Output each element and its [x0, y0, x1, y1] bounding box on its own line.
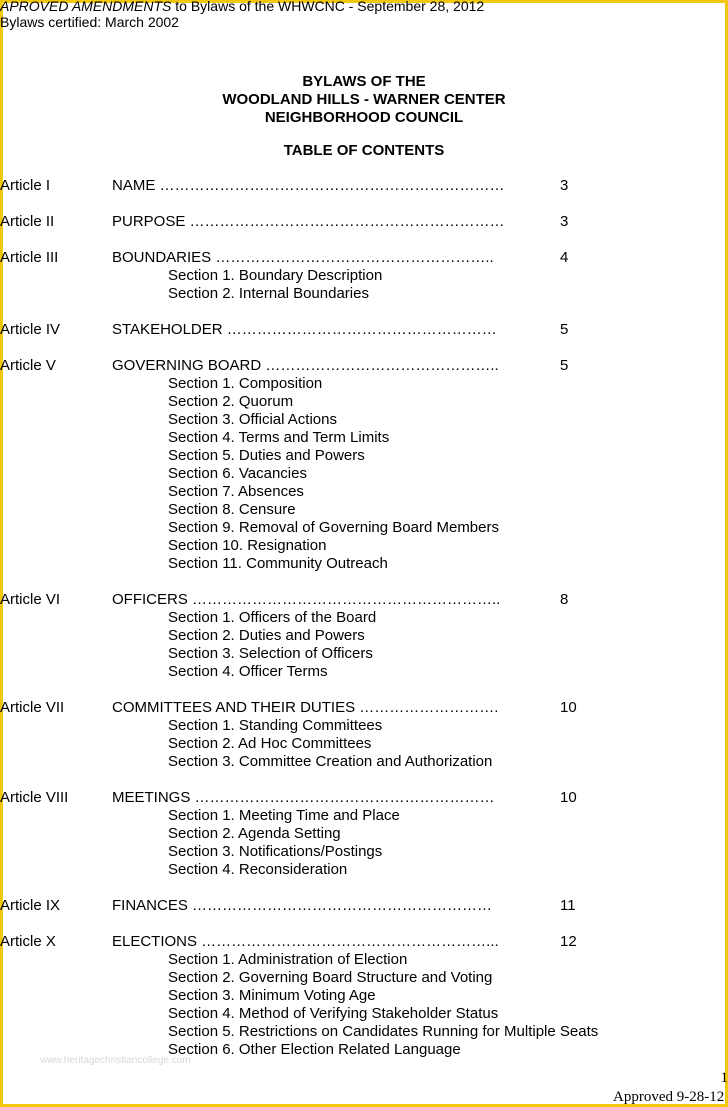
- toc-heading: TABLE OF CONTENTS: [283, 142, 445, 159]
- toc-article: [0, 699, 728, 771]
- article-page-number: 5: [560, 357, 569, 374]
- toc-section: Section 1. Officers of the Board: [168, 609, 377, 626]
- article-number: Article V: [0, 357, 56, 374]
- article-number: Article III: [0, 249, 59, 266]
- toc-section: Section 10. Resignation: [168, 537, 327, 554]
- page-number: 1: [720, 1070, 728, 1086]
- toc-article: [0, 897, 728, 915]
- article-page-number: 11: [560, 897, 576, 914]
- article-title: ELECTIONS …………………………………………………...: [112, 933, 499, 950]
- toc-section: Section 4. Reconsideration: [168, 861, 348, 878]
- article-number: Article II: [0, 213, 55, 230]
- toc-article: [0, 933, 728, 1059]
- toc-section: Section 4. Terms and Term Limits: [168, 429, 390, 446]
- article-page-number: 5: [560, 321, 569, 338]
- toc-article-row: [0, 321, 728, 339]
- article-number: Article VIII: [0, 789, 69, 806]
- toc-section: Section 3. Committee Creation and Authorization: [168, 753, 493, 770]
- article-number: Article VI: [0, 591, 61, 608]
- article-title: MEETINGS ……………………………………………………: [112, 789, 495, 806]
- article-number: Article X: [0, 933, 56, 950]
- toc-article: [0, 177, 728, 195]
- toc-article-row: [0, 357, 728, 375]
- toc-section: Section 11. Community Outreach: [168, 555, 388, 572]
- toc-article-row: [0, 789, 728, 807]
- amendments-detail: to Bylaws of the WHWCNC - September 28, 2012: [171, 0, 485, 14]
- article-page-number: 4: [560, 249, 569, 266]
- toc-section: Section 3. Minimum Voting Age: [168, 987, 376, 1004]
- toc-article: [0, 213, 728, 231]
- toc-section: Section 1. Boundary Description: [168, 267, 383, 284]
- toc-section: Section 2. Quorum: [168, 393, 294, 410]
- title-line-3: NEIGHBORHOOD COUNCIL: [264, 109, 464, 126]
- toc-article-row: [0, 933, 728, 951]
- toc-section: Section 3. Official Actions: [168, 411, 337, 428]
- toc-article: [0, 591, 728, 681]
- article-number: Article IV: [0, 321, 61, 338]
- toc-section: Section 2. Ad Hoc Committees: [168, 735, 372, 752]
- toc-section: Section 1. Composition: [168, 375, 323, 392]
- toc-article-row: [0, 591, 728, 609]
- toc-section: Section 3. Notifications/Postings: [168, 843, 383, 860]
- title-line-2: WOODLAND HILLS - WARNER CENTER: [222, 91, 506, 108]
- toc-article-row: [0, 213, 728, 231]
- toc-section: Section 6. Other Election Related Language: [168, 1041, 461, 1058]
- table-of-contents: [0, 177, 728, 1077]
- toc-section: Section 4. Officer Terms: [168, 663, 328, 680]
- article-page-number: 3: [560, 177, 569, 194]
- article-page-number: 3: [560, 213, 569, 230]
- article-page-number: 12: [560, 933, 577, 950]
- toc-section: Section 1. Standing Committees: [168, 717, 383, 734]
- document-title: [0, 73, 728, 127]
- toc-section: Section 8. Censure: [168, 501, 296, 518]
- article-title: GOVERNING BOARD ………………………………………..: [112, 357, 499, 374]
- article-title: COMMITTEES AND THEIR DUTIES ……………………….: [112, 699, 499, 716]
- toc-article-row: [0, 897, 728, 915]
- toc-article-row: [0, 699, 728, 717]
- toc-section: Section 1. Administration of Election: [168, 951, 408, 968]
- toc-section: Section 2. Governing Board Structure and Voting: [168, 969, 493, 986]
- toc-section: Section 1. Meeting Time and Place: [168, 807, 400, 824]
- article-title: OFFICERS ……………………………………………………..: [112, 591, 501, 608]
- toc-article: [0, 789, 728, 879]
- article-title: BOUNDARIES ………………………………………………..: [112, 249, 494, 266]
- amendments-label: APROVED AMENDMENTS: [0, 0, 172, 14]
- toc-section: Section 2. Duties and Powers: [168, 627, 365, 644]
- toc-section: Section 5. Restrictions on Candidates Running for Multiple Seats: [168, 1023, 599, 1040]
- article-title: PURPOSE ………………………………………………………: [112, 213, 505, 230]
- toc-section: Section 4. Method of Verifying Stakeholder Status: [168, 1005, 499, 1022]
- watermark: www.heritagechristiancollege.com: [40, 1055, 191, 1066]
- amendments-header: [0, 0, 484, 14]
- toc-article: [0, 321, 728, 339]
- article-number: Article I: [0, 177, 51, 194]
- toc-article: [0, 249, 728, 303]
- article-number: Article VII: [0, 699, 65, 716]
- toc-section: Section 2. Agenda Setting: [168, 825, 341, 842]
- article-title: STAKEHOLDER ………………………………………………: [112, 321, 497, 338]
- article-title: FINANCES ……………………………………………………: [112, 897, 493, 914]
- approved-footer: Approved 9-28-12: [613, 1089, 725, 1105]
- toc-article: [0, 357, 728, 573]
- article-page-number: 8: [560, 591, 569, 608]
- toc-section: Section 3. Selection of Officers: [168, 645, 373, 662]
- toc-section: Section 2. Internal Boundaries: [168, 285, 369, 302]
- article-number: Article IX: [0, 897, 61, 914]
- toc-section: Section 7. Absences: [168, 483, 304, 500]
- title-line-1: BYLAWS OF THE: [302, 73, 426, 90]
- toc-article-row: [0, 249, 728, 267]
- article-page-number: 10: [560, 699, 577, 716]
- toc-article-row: [0, 177, 728, 195]
- toc-section: Section 9. Removal of Governing Board Members: [168, 519, 499, 536]
- toc-section: Section 6. Vacancies: [168, 465, 307, 482]
- certified-header: Bylaws certified: March 2002: [0, 14, 179, 30]
- toc-section: Section 5. Duties and Powers: [168, 447, 365, 464]
- article-page-number: 10: [560, 789, 577, 806]
- article-title: NAME ……………………………………………………………: [112, 177, 505, 194]
